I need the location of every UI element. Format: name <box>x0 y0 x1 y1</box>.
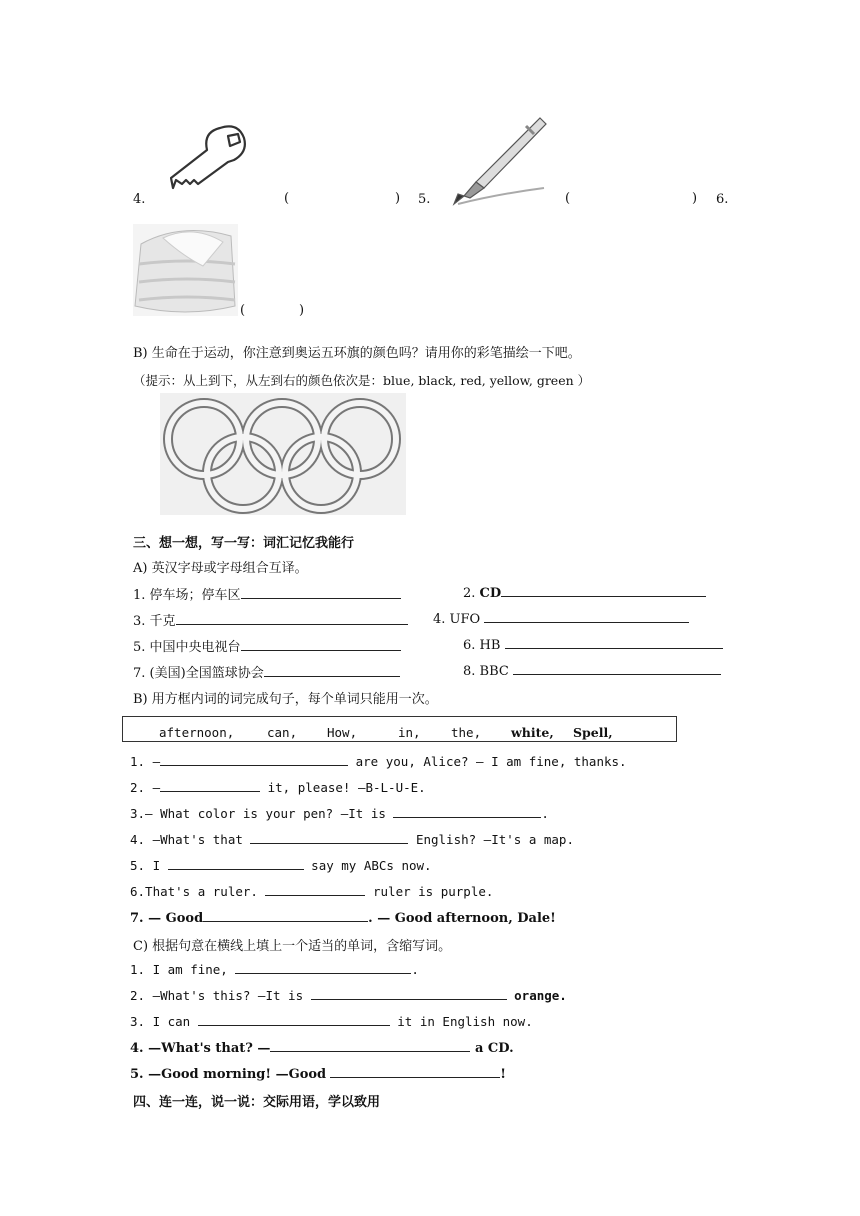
answer-paren-5-open: ( <box>565 191 571 206</box>
A-item-2: 2. CD <box>463 584 706 601</box>
item-6-number: 6. <box>716 192 729 207</box>
C-item-4: 4. —What's that? — a CD. <box>130 1041 514 1056</box>
answer-paren-4-open: ( <box>284 191 290 206</box>
A-item-8: 8. BBC <box>463 662 721 679</box>
A-item-5: 5. 中国中央电视台 <box>133 636 401 655</box>
key-icon <box>170 120 250 195</box>
B-item-1: 1. — are you, Alice? — I am fine, thanks. <box>130 754 627 769</box>
answer-paren-4-close: ) <box>395 191 401 206</box>
C-item-1: 1. I am fine, . <box>130 962 419 977</box>
olympic-rings-icon <box>160 393 406 515</box>
item-5-number: 5. <box>418 192 431 207</box>
A-item-7: 7. (美国)全国篮球协会 <box>133 662 400 681</box>
A-item-3: 3. 千克 <box>133 610 408 629</box>
partB-title: B) 生命在于运动，你注意到奥运五环旗的颜色吗？请用你的彩笔描绘一下吧。 <box>133 346 581 361</box>
B-item-7: 7. — Good . — Good afternoon, Dale! <box>130 911 556 926</box>
answer-paren-6-open: ( <box>240 303 246 318</box>
answer-paren-6-close: ) <box>299 303 305 318</box>
section3-A-title: A) 英汉字母或字母组合互译。 <box>133 561 308 576</box>
section3-C-title: C) 根据句意在横线上填上一个适当的单词，含缩写词。 <box>133 939 452 954</box>
B-item-2: 2. — it, please! —B-L-U-E. <box>130 780 426 795</box>
word-afternoon: afternoon, <box>159 725 235 740</box>
word-white: white, <box>511 725 554 740</box>
C-item-2: 2. —What's this? —It is orange. <box>130 988 567 1003</box>
item-4-number: 4. <box>133 192 146 207</box>
quilt-icon <box>133 224 238 316</box>
C-item-5: 5. —Good morning! —Good ! <box>130 1067 506 1082</box>
B-item-6: 6.That's a ruler. ruler is purple. <box>130 884 494 899</box>
A-item-6: 6. HB <box>463 636 723 653</box>
section3-title: 三、想一想，写一写：词汇记忆我能行 <box>133 536 355 551</box>
pen-icon <box>448 114 548 206</box>
B-item-5: 5. I say my ABCs now. <box>130 858 432 873</box>
C-item-3: 3. I can it in English now. <box>130 1014 533 1029</box>
partB-hint: （提示：从上到下，从左到右的颜色依次是：blue, black, red, yellow, green ） <box>133 373 591 388</box>
word-how: How, <box>327 725 358 740</box>
word-the: the, <box>451 725 482 740</box>
section4-title: 四、连一连，说一说：交际用语，学以致用 <box>133 1095 381 1110</box>
B-item-4: 4. —What's that English? —It's a map. <box>130 832 574 847</box>
B-item-3: 3.— What color is your pen? —It is . <box>130 806 549 821</box>
word-in: in, <box>398 725 421 740</box>
section3-B-title: B) 用方框内词的词完成句子，每个单词只能用一次。 <box>133 692 438 707</box>
word-box <box>122 716 677 742</box>
A-item-1: 1. 停车场；停车区 <box>133 584 401 603</box>
word-spell: Spell, <box>573 725 613 740</box>
A-item-4: 4. UFO <box>433 610 689 627</box>
word-can: can, <box>267 725 298 740</box>
answer-paren-5-close: ) <box>692 191 698 206</box>
